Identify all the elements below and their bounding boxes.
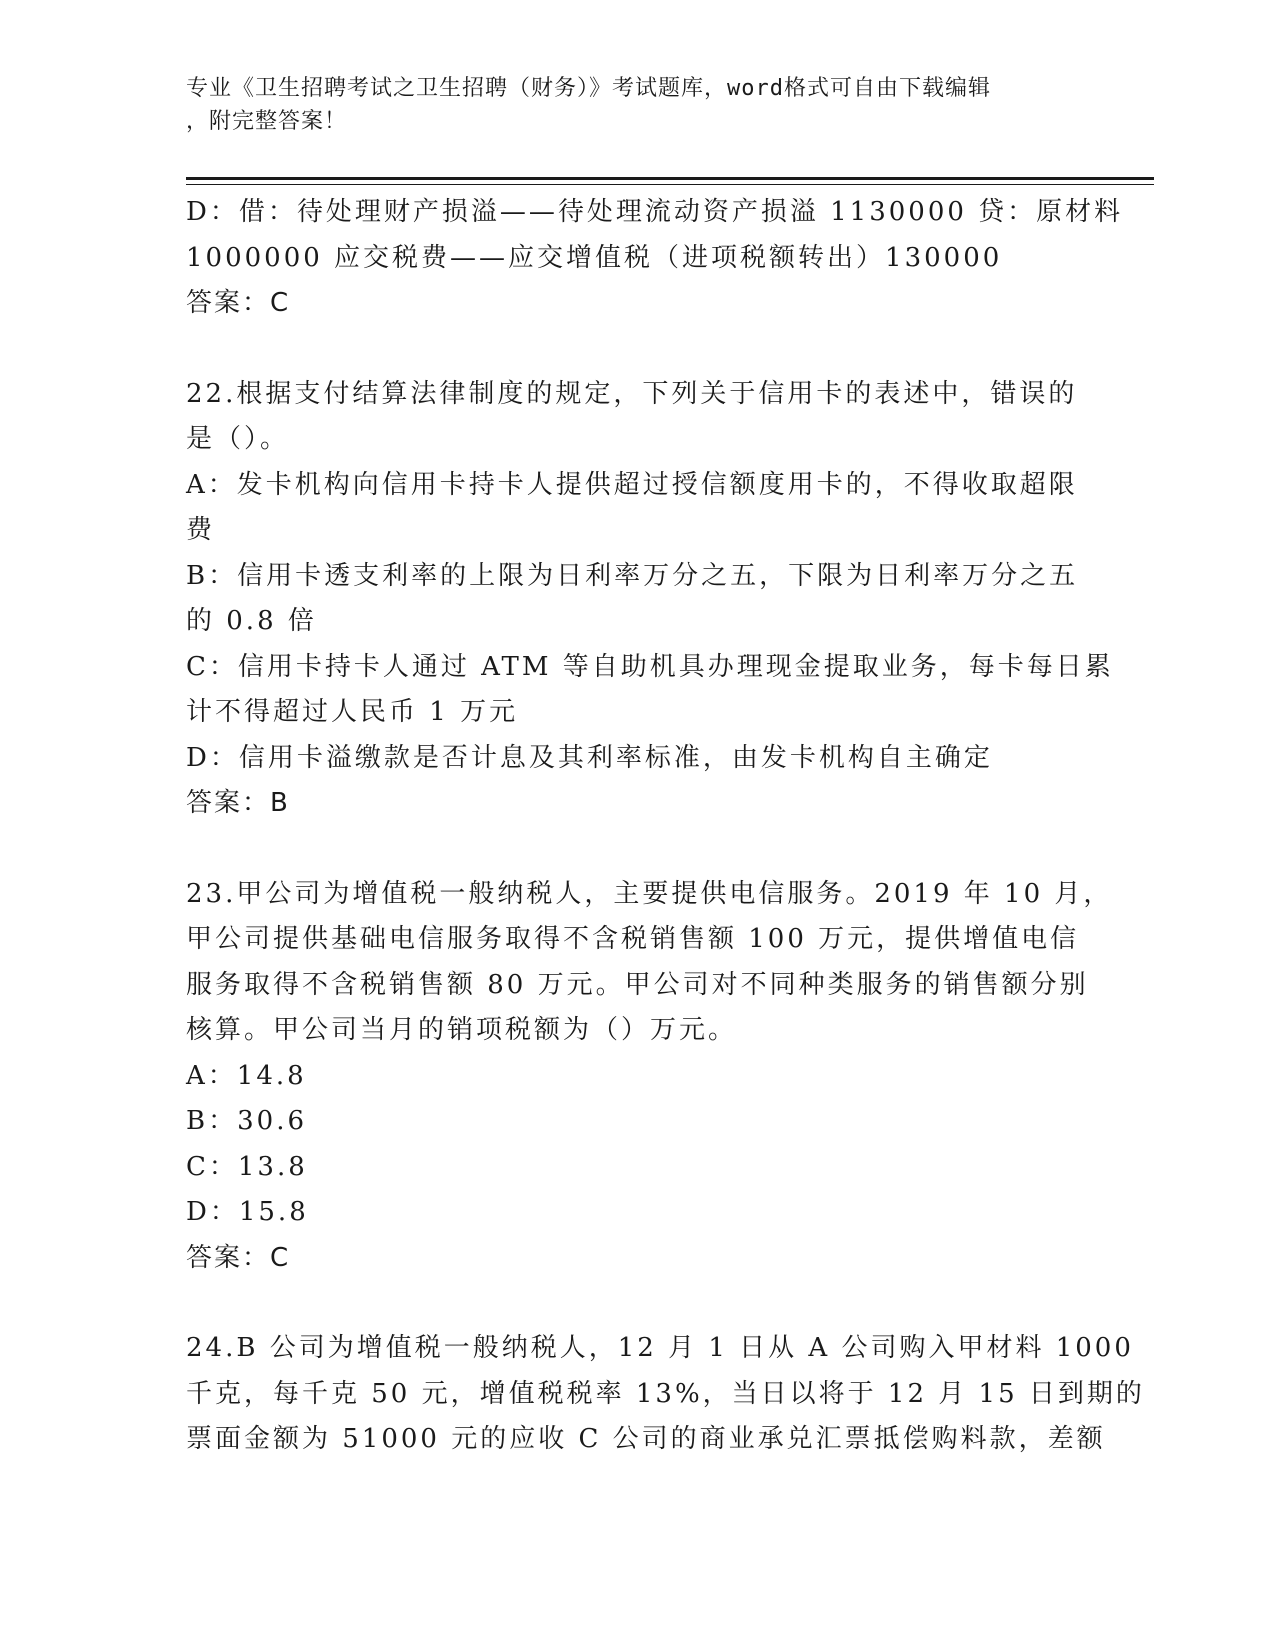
header-divider-thick bbox=[186, 177, 1154, 180]
q23-stem-line-3: 服务取得不含税销售额 80 万元。甲公司对不同种类服务的销售额分别 bbox=[186, 969, 1089, 1000]
spacer bbox=[186, 1281, 1086, 1326]
q22-option-a-line-2: 费 bbox=[186, 515, 216, 545]
q23-option-b: B：30.6 bbox=[186, 1106, 307, 1136]
header-divider-thin bbox=[186, 184, 1154, 185]
q23-option-a: A：14.8 bbox=[186, 1060, 307, 1091]
question-list bbox=[186, 190, 1145, 1463]
q23-stem-line-1: 23.甲公司为增值税一般纳税人，主要提供电信服务。2019 年 10 月， bbox=[186, 878, 1113, 909]
q21-option-d-line-2: 1000000 应交税费——应交增值税（进项税额转出）130000 bbox=[186, 242, 1003, 273]
header-line-2: ，附完整答案！ bbox=[186, 109, 348, 134]
q22-option-b-line-2: 的 0.8 倍 bbox=[186, 606, 317, 636]
q21-answer: 答案：C bbox=[186, 288, 291, 318]
q24-stem-line-2: 千克，每千克 50 元，增值税税率 13%，当日以将于 12 月 15 日到期的 bbox=[186, 1378, 1145, 1409]
question-22 bbox=[186, 372, 1114, 827]
q24-stem-line-3: 票面金额为 51000 元的应收 C 公司的商业承兑汇票抵偿购料款，差额 bbox=[186, 1424, 1106, 1454]
question-24 bbox=[186, 1326, 1145, 1463]
spacer bbox=[186, 327, 1086, 372]
q22-option-c-line-1: C：信用卡持卡人通过 ATM 等自助机具办理现金提取业务，每卡每日累 bbox=[186, 651, 1114, 682]
document-header bbox=[186, 72, 1066, 138]
q22-stem-line-1: 22.根据支付结算法律制度的规定，下列关于信用卡的表述中，错误的 bbox=[186, 378, 1078, 409]
spacer bbox=[186, 827, 1086, 872]
question-21-tail bbox=[186, 190, 1124, 327]
q22-answer: 答案：B bbox=[186, 788, 290, 818]
q23-option-d: D：15.8 bbox=[186, 1197, 309, 1227]
q22-option-b-line-1: B：信用卡透支利率的上限为日利率万分之五，下限为日利率万分之五 bbox=[186, 560, 1079, 591]
q22-option-a-line-1: A：发卡机构向信用卡持卡人提供超过授信额度用卡的，不得收取超限 bbox=[186, 469, 1078, 500]
q21-option-d-line-1: D：借：待处理财产损溢——待处理流动资产损溢 1130000 贷：原材料 bbox=[186, 197, 1124, 227]
q24-stem-line-1: 24.B 公司为增值税一般纳税人，12 月 1 日从 A 公司购入甲材料 1000 bbox=[186, 1333, 1134, 1363]
q23-option-c: C：13.8 bbox=[186, 1151, 308, 1182]
question-23 bbox=[186, 872, 1113, 1282]
q23-stem-line-4: 核算。甲公司当月的销项税额为（）万元。 bbox=[186, 1015, 738, 1045]
header-line-1: 专业《卫生招聘考试之卫生招聘（财务）》考试题库，word格式可自由下载编辑 bbox=[186, 76, 991, 101]
q22-stem-line-2: 是（）。 bbox=[186, 424, 290, 454]
q23-answer: 答案：C bbox=[186, 1242, 291, 1273]
q22-option-d: D：信用卡溢缴款是否计息及其利率标准，由发卡机构自主确定 bbox=[186, 742, 993, 773]
q23-stem-line-2: 甲公司提供基础电信服务取得不含税销售额 100 万元，提供增值电信 bbox=[186, 924, 1080, 954]
q22-option-c-line-2: 计不得超过人民币 1 万元 bbox=[186, 697, 519, 727]
